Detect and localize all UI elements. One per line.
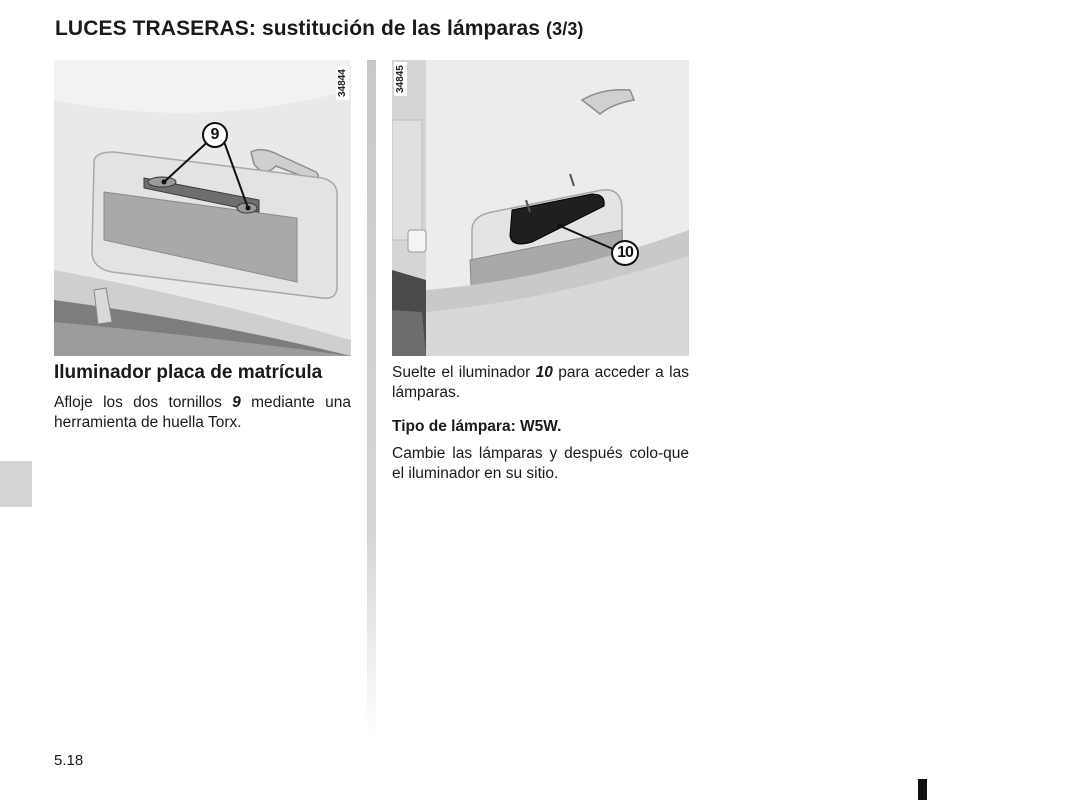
instruction-text: Afloje los dos tornillos (54, 394, 233, 411)
page-title (55, 17, 584, 41)
instruction-text: Suelte el iluminador (392, 364, 536, 381)
callout-10: 10 (611, 240, 639, 266)
page-title-text: LUCES TRASERAS: sustitución de las lámparas (55, 17, 541, 40)
chapter-side-tab (0, 461, 32, 507)
lamp-type-label: Tipo de lámpara: W5W. (392, 418, 562, 435)
instruction-loosen-screws (54, 393, 351, 432)
instruction-text: mediante una herramienta de huella Torx. (54, 394, 351, 431)
page-title-suffix: (3/3) (546, 19, 584, 39)
column-divider (367, 60, 376, 740)
screw-reference: 9 (232, 394, 241, 411)
photo-reference-code: 34845 (394, 62, 407, 96)
license-plate-light-photo (54, 60, 351, 356)
license-plate-light-illustration (54, 60, 351, 356)
photo-reference-code: 34844 (336, 66, 349, 100)
instruction-release-light (392, 363, 689, 402)
page-number: 5.18 (54, 752, 84, 769)
light-reference: 10 (535, 364, 553, 381)
section-heading: Iluminador placa de matrícula (54, 362, 323, 383)
instruction-replace-lamps: Cambie las lámparas y después colo-que el iluminador en su sitio. (392, 445, 689, 482)
callout-9: 9 (202, 122, 228, 148)
instruction-text: para acceder a las lámparas. (392, 364, 689, 401)
lamp-holder-photo (392, 60, 689, 356)
lamp-holder-illustration (392, 60, 689, 356)
section-end-mark (918, 779, 927, 800)
